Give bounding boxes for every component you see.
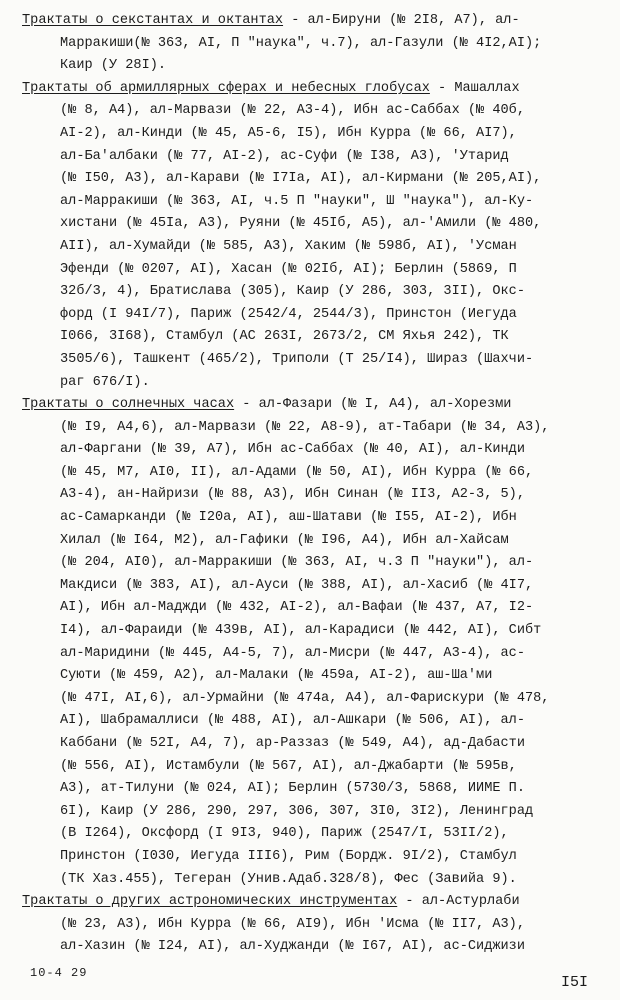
- text-line: I4), ал-Фараиди (№ 439в, АI), ал-Карадиси (№ 442, АI), Сибт: [60, 623, 542, 639]
- text-line: (№ 204, АI0), ал-Марракиши (№ 363, АI, ч.3 П "науки"), ал-: [60, 555, 534, 571]
- text-line: АI-2), ал-Кинди (№ 45, А5-6, I5), Ибн Курра (№ 66, АI7),: [60, 125, 517, 141]
- signature-mark: 10-4 29: [30, 966, 88, 980]
- text-line: АII), ал-Хумайди (№ 585, А3), Хаким (№ 598б, АI), 'Усман: [60, 238, 517, 254]
- text-line: Принстон (I030, Иегуда III6), Рим (Бордж. 9I/2), Стамбул: [60, 848, 517, 864]
- text-line: Хилал (№ I64, М2), ал-Гафики (№ I96, А4), Ибн ал-Хайсам: [60, 532, 509, 548]
- text-run: - ал-Бируни (№ 2I8, А7), ал-: [283, 13, 520, 28]
- text-line: ал-Хазин (№ I24, АI), ал-Худжанди (№ I67, АI), ас-Сиджизи: [60, 939, 525, 955]
- section-armillary-spheres: [22, 78, 602, 394]
- text-line: Каир (У 28I).: [60, 58, 167, 74]
- text-run: - ал-Фазари (№ I, А4), ал-Хорезми: [234, 397, 512, 413]
- text-line: раг 676/I).: [60, 374, 150, 390]
- section-heading: Трактаты о других астрономических инструментах: [22, 894, 398, 910]
- text-line: ал-Фаргани (№ 39, А7), Ибн ас-Саббах (№ 40, АI), ал-Кинди: [60, 442, 525, 458]
- text-line: [22, 394, 602, 417]
- text-line: Суюти (№ 459, А2), ал-Малаки (№ 459а, АI-2), аш-Ша'ми: [60, 668, 493, 684]
- section-other-instruments: [22, 891, 602, 959]
- text-line: (№ 45, М7, АI0, II), ал-Адами (№ 50, АI), Ибн Курра (№ 66,: [60, 464, 534, 480]
- text-line: 32б/3, 4), Братислава (305), Каир (У 286, 303, 3II), Окс-: [60, 284, 525, 300]
- text-line: I066, 3I68), Стамбул (АС 263I, 2673/2, СМ Яхья 242), ТК: [60, 329, 509, 345]
- text-line: ас-Самарканди (№ I20а, АI), аш-Шатави (№ I55, АI-2), Ибн: [60, 510, 517, 526]
- text-line: ал-Ба'албаки (№ 77, АI-2), ас-Суфи (№ I38, А3), 'Утарид: [60, 148, 509, 164]
- page-number: I5I: [561, 974, 589, 991]
- section-heading: Трактаты о солнечных часах: [22, 397, 235, 413]
- text-line: [22, 78, 602, 101]
- text-line: (№ 47I, АI,6), ал-Урмайни (№ 474а, А4), ал-Фарискури (№ 478,: [60, 690, 550, 706]
- text-line: (№ 8, А4), ал-Марвази (№ 22, А3-4), Ибн ас-Саббах (№ 40б,: [60, 103, 525, 119]
- document-body: [22, 10, 602, 959]
- text-line: (№ I50, А3), ал-Карави (№ I7Iа, АI), ал-Кирмани (№ 205,АI),: [60, 171, 542, 187]
- text-line: Макдиси (№ 383, АI), ал-Ауси (№ 388, АI), ал-Хасиб (№ 4I7,: [60, 577, 534, 593]
- text-line: Эфенди (№ 0207, АI), Хасан (№ 02Iб, АI); Берлин (5869, П: [60, 261, 517, 277]
- text-line: (№ I9, А4,6), ал-Марвази (№ 22, А8-9), ат-Табари (№ 34, А3),: [60, 419, 550, 435]
- text-line: Каббани (№ 52I, А4, 7), ар-Раззаз (№ 549, А4), ад-Дабасти: [60, 736, 525, 751]
- text-line: А3), ат-Тилуни (№ 024, АI); Берлин (5730/3, 5868, ИИМЕ П.: [60, 781, 525, 797]
- text-line: форд (I 94I/7), Париж (2542/4, 2544/3), Принстон (Иегуда: [60, 306, 517, 322]
- section-sextants: [22, 10, 602, 78]
- section-sundials: [22, 394, 602, 891]
- section-heading: Трактаты о секстантах и октантах: [22, 13, 284, 28]
- text-line: 3505/6), Ташкент (465/2), Триполи (Т 25/I4), Шираз (Шахчи-: [60, 351, 534, 367]
- text-line: ал-Марракиши (№ 363, АI, ч.5 П "науки", Ш "наука"), ал-Ку-: [60, 193, 534, 209]
- text-line: (ТК Хаз.455), Тегеран (Унив.Адаб.328/8), Фес (Завийа 9).: [60, 871, 517, 887]
- text-line: [22, 10, 602, 33]
- text-run: - Машаллах: [429, 80, 520, 96]
- text-line: Марракиши(№ 363, АI, П "наука", ч.7), ал-Газули (№ 4I2,АI);: [60, 35, 542, 51]
- text-line: хистани (№ 45Iа, А3), Руяни (№ 45Iб, А5), ал-'Амили (№ 480,: [60, 216, 542, 232]
- section-heading: Трактаты об армиллярных сферах и небесных глобусах: [22, 80, 430, 96]
- text-line: ал-Маридини (№ 445, А4-5, 7), ал-Мисри (№ 447, А3-4), ас-: [60, 645, 525, 661]
- text-line: АI), Шабрамаллиси (№ 488, АI), ал-Ашкари (№ 506, АI), ал-: [60, 713, 525, 729]
- text-line: (В I264), Оксфорд (I 9I3, 940), Париж (2547/I, 53II/2),: [60, 826, 509, 842]
- text-line: А3-4), ан-Найризи (№ 88, А3), Ибн Синан (№ II3, А2-3, 5),: [60, 487, 525, 503]
- text-run: - ал-Астурлаби: [397, 894, 520, 910]
- text-line: АI), Ибн ал-Маджди (№ 432, АI-2), ал-Вафаи (№ 437, А7, I2-: [60, 600, 534, 616]
- text-line: (№ 556, АI), Истамбули (№ 567, АI), ал-Джабарти (№ 595в,: [60, 758, 517, 774]
- text-line: 6I), Каир (У 286, 290, 297, 306, 307, 3I0, 3I2), Ленинград: [60, 803, 534, 819]
- text-line: [22, 891, 602, 914]
- text-line: (№ 23, А3), Ибн Курра (№ 66, АI9), Ибн 'Исма (№ II7, А3),: [60, 916, 525, 932]
